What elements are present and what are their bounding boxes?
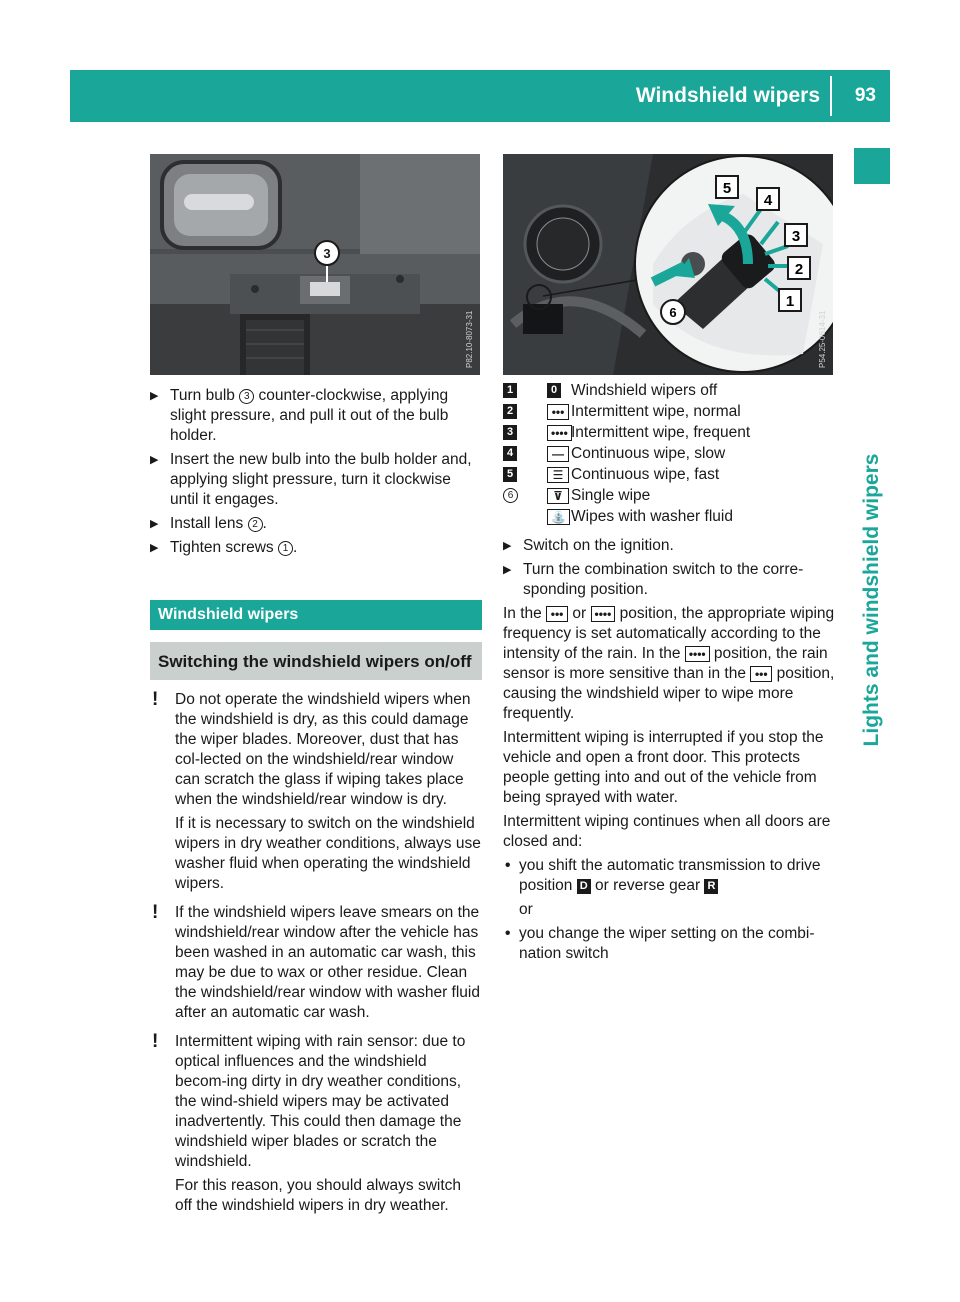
warning-smears: ! If the windshield wipers leave smears on the windshield/rear window after the vehicle has been washed in an automatic car wash, this may be due to wax or other residue. Clean the windshield/rear window with washer fluid after an automatic car wash.	[152, 902, 480, 1021]
page-number: 93	[854, 85, 876, 106]
subsection-title: Switching the windshield wipers on/off	[150, 642, 482, 680]
photo-callout-2: 2	[794, 261, 804, 278]
step-arrow-icon: ▶	[503, 564, 512, 576]
photo-callout-6: 6	[669, 305, 677, 320]
warning-icon: !	[152, 1031, 159, 1052]
wiper-legend	[503, 381, 835, 528]
continuous-fast-icon: ☰	[547, 467, 569, 483]
right-column	[503, 381, 835, 968]
header-divider	[830, 76, 832, 116]
step-turn-bulb: ▶ Turn bulb 3 counter-clockwise, applying slight pressure, and pull it out of the bulb holder.	[150, 387, 449, 444]
legend-row-6: 6 ⊽ Single wipe	[503, 486, 835, 507]
washer-fluid-icon: ⛲	[547, 509, 570, 525]
step-turn-switch: ▶ Turn the combination switch to the corre-sponding position.	[503, 561, 804, 598]
gear-d-icon: D	[577, 879, 591, 894]
callout-1-icon: 1	[278, 541, 293, 556]
warning-rain-sensor: ! Intermittent wiping with rain sensor: due to optical influences and the windshield becom-ing dirty in dry weather conditions, the wind-shield wipers may be activated inadvertently. This could then damage the windshield wiper blades or scratch the windshield. For this reason, you should always switch off the windshield wipers in dry weather.	[152, 1031, 466, 1214]
step-arrow-icon: ▶	[150, 518, 159, 530]
legend-number: 3	[503, 425, 517, 440]
header-title: Windshield wipers	[635, 84, 820, 107]
legend-row-3: 3 •••• Intermittent wipe, frequent	[503, 423, 835, 444]
intermittent-normal-icon: •••	[547, 404, 569, 420]
step-arrow-icon: ▶	[150, 454, 159, 466]
side-tab-marker	[854, 148, 890, 184]
legend-row-1: 1 0 Windshield wipers off	[503, 381, 835, 402]
page-header	[70, 70, 890, 122]
wiper-switch-photo	[503, 154, 833, 375]
section-title: Windshield wipers	[150, 600, 482, 630]
legend-row-4: 4 — Continuous wipe, slow	[503, 444, 835, 465]
photo-callout-3: 3	[791, 228, 801, 245]
step-arrow-icon: ▶	[150, 542, 159, 554]
bullet-icon: •	[505, 925, 511, 942]
legend-row-5: 5 ☰ Continuous wipe, fast	[503, 465, 835, 486]
legend-number: 1	[503, 383, 517, 398]
callout-2-icon: 2	[248, 517, 263, 532]
warning-icon: !	[152, 689, 159, 710]
condition-shift-drive: • you shift the automatic transmission to drive position D or reverse gear R	[505, 857, 821, 894]
left-column	[150, 386, 482, 1225]
intermittent-normal-icon: •••	[546, 606, 568, 622]
legend-number: 5	[503, 467, 517, 482]
condition-change-setting: • you change the wiper setting on the combi-nation switch	[505, 925, 815, 962]
chapter-side-label: Lights and windshield wipers	[860, 453, 883, 747]
photo-callout-5: 5	[722, 180, 732, 197]
step-arrow-icon: ▶	[503, 540, 512, 552]
rain-sensor-paragraph: In the ••• or •••• position, the appropriate wiping frequency is set automatically according to the intensity of the rain. In the •••• position, the rain sensor is more sensitive than in the ••• position, causing the windshield wiper to wipe more frequently.	[503, 605, 835, 722]
legend-number: 6	[503, 488, 518, 503]
step-switch-ignition: ▶ Switch on the ignition.	[503, 537, 674, 554]
callout-3-icon: 3	[239, 389, 254, 404]
intermittent-frequent-icon: ••••	[685, 646, 710, 662]
legend-number: 2	[503, 404, 517, 419]
photo-callout-3: 3	[323, 246, 331, 261]
step-insert-bulb: ▶ Insert the new bulb into the bulb holder and, applying slight pressure, turn it clockwise until it engages.	[150, 451, 472, 508]
warning-icon: !	[152, 902, 159, 923]
photo-callout-1: 1	[785, 293, 795, 310]
step-tighten-screws: ▶ Tighten screws 1 .	[150, 539, 298, 556]
intermittent-frequent-icon: ••••	[547, 425, 572, 441]
legend-number: 4	[503, 446, 517, 461]
step-install-lens: ▶ Install lens 2 .	[150, 515, 267, 532]
intermittent-frequent-icon: ••••	[591, 606, 616, 622]
photo-code: P54.25-0614-31	[818, 310, 827, 368]
bullet-icon: •	[505, 857, 511, 874]
gear-r-icon: R	[704, 879, 718, 894]
legend-row-7: ⛲ Wipes with washer fluid	[503, 507, 835, 528]
photo-callout-4: 4	[763, 192, 773, 209]
intermittent-normal-icon: •••	[750, 666, 772, 682]
wiper-off-icon: 0	[547, 383, 561, 398]
continues-paragraph: Intermittent wiping continues when all doors are closed and:	[503, 813, 831, 850]
legend-row-2: 2 ••• Intermittent wipe, normal	[503, 402, 835, 423]
continuous-slow-icon: —	[547, 446, 569, 462]
or-text: or	[519, 901, 533, 918]
single-wipe-icon: ⊽	[547, 488, 569, 504]
step-arrow-icon: ▶	[150, 390, 159, 402]
photo-code: P82.10-8073-31	[465, 310, 474, 368]
tail-lamp-photo	[150, 154, 480, 375]
warning-dry-windshield: ! Do not operate the windshield wipers when the windshield is dry, as this could damage the wiper blades. Moreover, dust that has col-lected on the windshield/rear window can scratch the glass if wiping takes place when the windshield/rear window is dry. If it is necessary to switch on the windshield wipers in dry weather conditions, always use washer fluid when operating the windshield wipers.	[152, 689, 481, 892]
interrupt-paragraph: Intermittent wiping is interrupted if you stop the vehicle and open a front door. This protects people getting into and out of the vehicle from being sprayed with water.	[503, 729, 824, 806]
